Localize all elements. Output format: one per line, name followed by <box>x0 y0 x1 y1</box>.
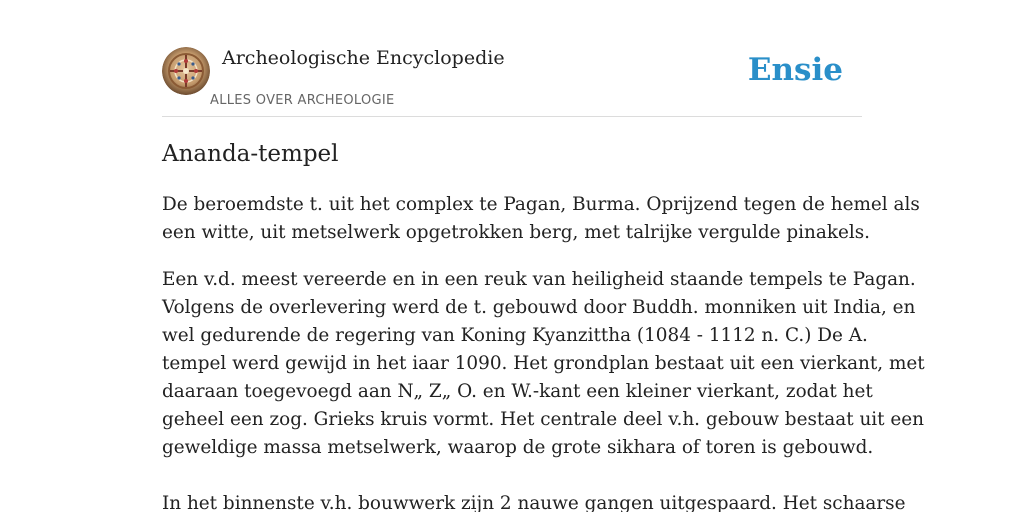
paragraph-line: tempel werd gewijd in het iaar 1090. Het grondplan bestaat uit een vierkant, met <box>162 353 925 374</box>
article-paragraph-1 <box>162 191 920 247</box>
paragraph-line: geweldige massa metselwerk, waarop de grote sikhara of toren is gebouwd. <box>162 437 874 458</box>
ensie-brand-link[interactable]: Ensie <box>747 52 843 88</box>
paragraph-line: Een v.d. meest vereerde en in een reuk van heiligheid staande tempels te Pagan. <box>162 269 916 290</box>
paragraph-line: De beroemdste t. uit het complex te Pagan, Burma. Oprijzend tegen de hemel als <box>162 194 920 215</box>
article-paragraph-2 <box>162 266 925 462</box>
paragraph-line: geheel een zog. Grieks kruis vormt. Het centrale deel v.h. gebouw bestaat uit een <box>162 409 925 430</box>
site-title[interactable]: Archeologische Encyclopedie <box>222 47 505 69</box>
paragraph-line: daaraan toegevoegd aan N„ Z„ O. en W.-kant een kleiner vierkant, zodat het <box>162 381 873 402</box>
paragraph-line: een witte, uit metselwerk opgetrokken berg, met talrijke vergulde pinakels. <box>162 222 871 243</box>
site-logo-icon[interactable] <box>162 47 210 95</box>
article-title: Ananda-tempel <box>162 141 339 167</box>
paragraph-line: In het binnenste v.h. bouwwerk zijn 2 nauwe gangen uitgespaard. Het schaarse <box>162 493 906 512</box>
article-paragraph-3 <box>162 490 906 512</box>
site-tagline: ALLES OVER ARCHEOLOGIE <box>210 93 395 108</box>
paragraph-line: wel gedurende de regering van Koning Kyanzittha (1084 - 1112 n. C.) De A. <box>162 325 868 346</box>
paragraph-line: Volgens de overlevering werd de t. gebouwd door Buddh. monniken uit India, en <box>162 297 916 318</box>
article <box>162 138 925 512</box>
site-header <box>162 46 862 117</box>
